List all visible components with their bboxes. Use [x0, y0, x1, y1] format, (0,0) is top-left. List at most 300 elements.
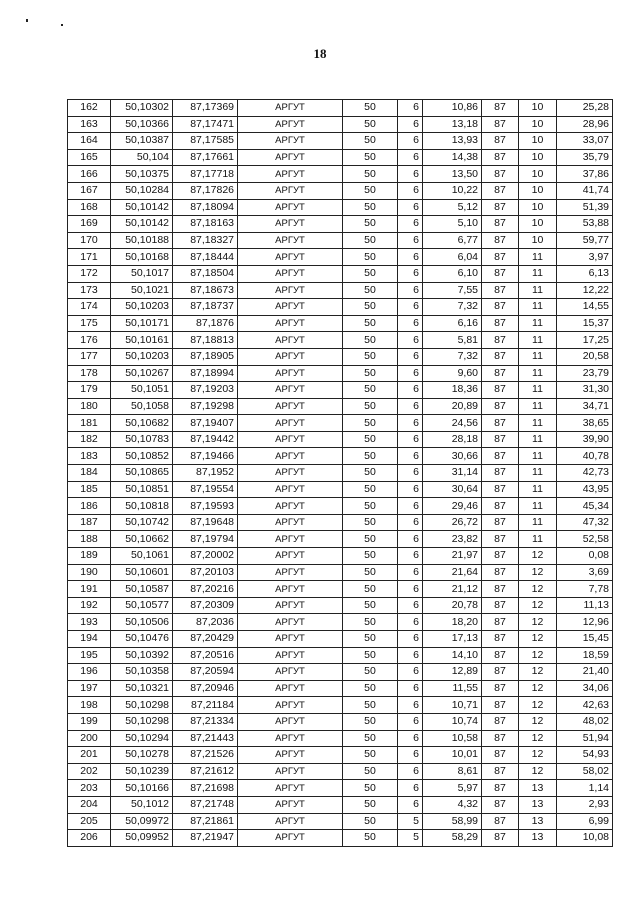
latitude-cell: 50,10818	[111, 498, 173, 515]
lon-degrees-cell: 87	[482, 697, 519, 714]
lon-minutes-cell: 11	[519, 531, 557, 548]
lat-degrees-cell: 50	[343, 564, 398, 581]
lat-seconds-cell: 26,72	[423, 514, 482, 531]
table-row	[68, 713, 613, 730]
lon-seconds-cell: 59,77	[557, 232, 613, 249]
lat-degrees-cell: 50	[343, 465, 398, 482]
name-cell: АРГУТ	[238, 182, 343, 199]
lon-seconds-cell: 12,22	[557, 282, 613, 299]
longitude-cell: 87,19203	[173, 382, 238, 399]
lon-seconds-cell: 41,74	[557, 182, 613, 199]
longitude-cell: 87,21184	[173, 697, 238, 714]
lon-seconds-cell: 40,78	[557, 448, 613, 465]
name-cell: АРГУТ	[238, 398, 343, 415]
table-row	[68, 796, 613, 813]
lon-minutes-cell: 12	[519, 680, 557, 697]
name-cell: АРГУТ	[238, 531, 343, 548]
lat-seconds-cell: 14,38	[423, 149, 482, 166]
name-cell: АРГУТ	[238, 581, 343, 598]
lat-degrees-cell: 50	[343, 747, 398, 764]
lat-minutes-cell: 6	[398, 631, 423, 648]
latitude-cell: 50,10239	[111, 763, 173, 780]
lon-minutes-cell: 11	[519, 448, 557, 465]
lon-minutes-cell: 10	[519, 216, 557, 233]
table-row	[68, 382, 613, 399]
lon-degrees-cell: 87	[482, 548, 519, 565]
lat-seconds-cell: 8,61	[423, 763, 482, 780]
lon-seconds-cell: 58,02	[557, 763, 613, 780]
lon-seconds-cell: 52,58	[557, 531, 613, 548]
table-row	[68, 664, 613, 681]
lon-degrees-cell: 87	[482, 647, 519, 664]
lat-minutes-cell: 6	[398, 697, 423, 714]
row-number-cell: 194	[68, 631, 111, 648]
lat-degrees-cell: 50	[343, 830, 398, 847]
lon-seconds-cell: 39,90	[557, 431, 613, 448]
lat-degrees-cell: 50	[343, 531, 398, 548]
table-row	[68, 465, 613, 482]
name-cell: АРГУТ	[238, 100, 343, 117]
lat-minutes-cell: 6	[398, 564, 423, 581]
name-cell: АРГУТ	[238, 697, 343, 714]
lon-minutes-cell: 13	[519, 813, 557, 830]
latitude-cell: 50,10267	[111, 365, 173, 382]
lon-seconds-cell: 11,13	[557, 597, 613, 614]
lat-minutes-cell: 6	[398, 647, 423, 664]
name-cell: АРГУТ	[238, 232, 343, 249]
longitude-cell: 87,20946	[173, 680, 238, 697]
lat-minutes-cell: 6	[398, 481, 423, 498]
lon-seconds-cell: 6,99	[557, 813, 613, 830]
lat-degrees-cell: 50	[343, 282, 398, 299]
name-cell: АРГУТ	[238, 265, 343, 282]
table-row	[68, 481, 613, 498]
row-number-cell: 196	[68, 664, 111, 681]
lon-minutes-cell: 11	[519, 348, 557, 365]
lon-degrees-cell: 87	[482, 133, 519, 150]
name-cell: АРГУТ	[238, 830, 343, 847]
lon-degrees-cell: 87	[482, 830, 519, 847]
row-number-cell: 166	[68, 166, 111, 183]
longitude-cell: 87,21612	[173, 763, 238, 780]
lon-minutes-cell: 11	[519, 315, 557, 332]
lat-degrees-cell: 50	[343, 647, 398, 664]
lat-minutes-cell: 6	[398, 216, 423, 233]
name-cell: АРГУТ	[238, 631, 343, 648]
lat-minutes-cell: 6	[398, 465, 423, 482]
lat-seconds-cell: 21,12	[423, 581, 482, 598]
longitude-cell: 87,18673	[173, 282, 238, 299]
latitude-cell: 50,09972	[111, 813, 173, 830]
longitude-cell: 87,19298	[173, 398, 238, 415]
name-cell: АРГУТ	[238, 713, 343, 730]
table-row	[68, 116, 613, 133]
lon-minutes-cell: 11	[519, 382, 557, 399]
lat-degrees-cell: 50	[343, 680, 398, 697]
lat-seconds-cell: 10,01	[423, 747, 482, 764]
lat-degrees-cell: 50	[343, 614, 398, 631]
lat-minutes-cell: 6	[398, 365, 423, 382]
latitude-cell: 50,1017	[111, 265, 173, 282]
latitude-cell: 50,10298	[111, 697, 173, 714]
table-row	[68, 216, 613, 233]
lat-minutes-cell: 6	[398, 398, 423, 415]
lon-degrees-cell: 87	[482, 348, 519, 365]
name-cell: АРГУТ	[238, 282, 343, 299]
lon-minutes-cell: 12	[519, 548, 557, 565]
lon-minutes-cell: 11	[519, 498, 557, 515]
table-row	[68, 398, 613, 415]
lon-degrees-cell: 87	[482, 680, 519, 697]
table-row	[68, 548, 613, 565]
row-number-cell: 185	[68, 481, 111, 498]
longitude-cell: 87,21698	[173, 780, 238, 797]
longitude-cell: 87,21748	[173, 796, 238, 813]
name-cell: АРГУТ	[238, 149, 343, 166]
longitude-cell: 87,17826	[173, 182, 238, 199]
lat-seconds-cell: 21,64	[423, 564, 482, 581]
lat-minutes-cell: 6	[398, 182, 423, 199]
table-row	[68, 100, 613, 117]
longitude-cell: 87,20516	[173, 647, 238, 664]
table-row	[68, 680, 613, 697]
lat-seconds-cell: 9,60	[423, 365, 482, 382]
lat-seconds-cell: 11,55	[423, 680, 482, 697]
row-number-cell: 200	[68, 730, 111, 747]
latitude-cell: 50,10387	[111, 133, 173, 150]
lat-degrees-cell: 50	[343, 348, 398, 365]
lat-seconds-cell: 6,10	[423, 265, 482, 282]
lon-degrees-cell: 87	[482, 149, 519, 166]
lon-degrees-cell: 87	[482, 216, 519, 233]
table-row	[68, 282, 613, 299]
row-number-cell: 189	[68, 548, 111, 565]
lat-seconds-cell: 20,89	[423, 398, 482, 415]
lon-seconds-cell: 35,79	[557, 149, 613, 166]
lon-minutes-cell: 10	[519, 232, 557, 249]
lon-minutes-cell: 13	[519, 780, 557, 797]
name-cell: АРГУТ	[238, 465, 343, 482]
lat-seconds-cell: 6,16	[423, 315, 482, 332]
table-row	[68, 514, 613, 531]
latitude-cell: 50,10171	[111, 315, 173, 332]
lat-degrees-cell: 50	[343, 299, 398, 316]
page-number: 18	[313, 46, 327, 61]
lon-seconds-cell: 2,93	[557, 796, 613, 813]
row-number-cell: 172	[68, 265, 111, 282]
lat-seconds-cell: 29,46	[423, 498, 482, 515]
lat-degrees-cell: 50	[343, 597, 398, 614]
longitude-cell: 87,20216	[173, 581, 238, 598]
name-cell: АРГУТ	[238, 199, 343, 216]
lat-seconds-cell: 58,29	[423, 830, 482, 847]
row-number-cell: 184	[68, 465, 111, 482]
lon-degrees-cell: 87	[482, 382, 519, 399]
lon-minutes-cell: 11	[519, 332, 557, 349]
lat-degrees-cell: 50	[343, 232, 398, 249]
row-number-cell: 182	[68, 431, 111, 448]
longitude-cell: 87,19794	[173, 531, 238, 548]
longitude-cell: 87,17585	[173, 133, 238, 150]
lat-seconds-cell: 20,78	[423, 597, 482, 614]
row-number-cell: 181	[68, 415, 111, 432]
table-row	[68, 133, 613, 150]
name-cell: АРГУТ	[238, 448, 343, 465]
lon-minutes-cell: 12	[519, 697, 557, 714]
lon-seconds-cell: 48,02	[557, 713, 613, 730]
lat-seconds-cell: 28,18	[423, 431, 482, 448]
lon-minutes-cell: 13	[519, 796, 557, 813]
lon-seconds-cell: 47,32	[557, 514, 613, 531]
row-number-cell: 190	[68, 564, 111, 581]
table-row	[68, 830, 613, 847]
row-number-cell: 170	[68, 232, 111, 249]
lat-degrees-cell: 50	[343, 382, 398, 399]
scan-speck	[61, 24, 63, 26]
longitude-cell: 87,18994	[173, 365, 238, 382]
lon-degrees-cell: 87	[482, 465, 519, 482]
lat-degrees-cell: 50	[343, 199, 398, 216]
lat-degrees-cell: 50	[343, 182, 398, 199]
latitude-cell: 50,10392	[111, 647, 173, 664]
lon-seconds-cell: 42,73	[557, 465, 613, 482]
lon-seconds-cell: 54,93	[557, 747, 613, 764]
row-number-cell: 171	[68, 249, 111, 266]
lon-seconds-cell: 6,13	[557, 265, 613, 282]
lat-minutes-cell: 6	[398, 730, 423, 747]
longitude-cell: 87,21947	[173, 830, 238, 847]
lon-degrees-cell: 87	[482, 581, 519, 598]
table-row	[68, 631, 613, 648]
lat-degrees-cell: 50	[343, 133, 398, 150]
lat-seconds-cell: 12,89	[423, 664, 482, 681]
lon-minutes-cell: 11	[519, 415, 557, 432]
lon-minutes-cell: 12	[519, 747, 557, 764]
latitude-cell: 50,10298	[111, 713, 173, 730]
lat-degrees-cell: 50	[343, 216, 398, 233]
lat-degrees-cell: 50	[343, 448, 398, 465]
latitude-cell: 50,10161	[111, 332, 173, 349]
latitude-cell: 50,10366	[111, 116, 173, 133]
longitude-cell: 87,18504	[173, 265, 238, 282]
lat-minutes-cell: 6	[398, 581, 423, 598]
lat-minutes-cell: 6	[398, 166, 423, 183]
name-cell: АРГУТ	[238, 116, 343, 133]
lat-seconds-cell: 21,97	[423, 548, 482, 565]
lat-minutes-cell: 6	[398, 747, 423, 764]
latitude-cell: 50,10278	[111, 747, 173, 764]
table-row	[68, 431, 613, 448]
lon-minutes-cell: 11	[519, 431, 557, 448]
lon-minutes-cell: 10	[519, 199, 557, 216]
longitude-cell: 87,2036	[173, 614, 238, 631]
table-row	[68, 149, 613, 166]
lon-degrees-cell: 87	[482, 564, 519, 581]
lon-degrees-cell: 87	[482, 531, 519, 548]
name-cell: АРГУТ	[238, 780, 343, 797]
lon-seconds-cell: 38,65	[557, 415, 613, 432]
lon-degrees-cell: 87	[482, 415, 519, 432]
lat-minutes-cell: 6	[398, 232, 423, 249]
latitude-cell: 50,10188	[111, 232, 173, 249]
lon-seconds-cell: 43,95	[557, 481, 613, 498]
lat-seconds-cell: 7,32	[423, 348, 482, 365]
latitude-cell: 50,10166	[111, 780, 173, 797]
row-number-cell: 199	[68, 713, 111, 730]
lat-minutes-cell: 6	[398, 548, 423, 565]
lat-minutes-cell: 6	[398, 664, 423, 681]
name-cell: АРГУТ	[238, 133, 343, 150]
row-number-cell: 201	[68, 747, 111, 764]
lon-degrees-cell: 87	[482, 448, 519, 465]
lat-degrees-cell: 50	[343, 813, 398, 830]
name-cell: АРГУТ	[238, 564, 343, 581]
table-row	[68, 813, 613, 830]
lat-seconds-cell: 4,32	[423, 796, 482, 813]
lat-degrees-cell: 50	[343, 332, 398, 349]
table-row	[68, 232, 613, 249]
lat-seconds-cell: 6,77	[423, 232, 482, 249]
lon-seconds-cell: 18,59	[557, 647, 613, 664]
row-number-cell: 198	[68, 697, 111, 714]
longitude-cell: 87,17471	[173, 116, 238, 133]
lon-minutes-cell: 13	[519, 830, 557, 847]
lon-seconds-cell: 45,34	[557, 498, 613, 515]
latitude-cell: 50,10476	[111, 631, 173, 648]
longitude-cell: 87,21334	[173, 713, 238, 730]
lon-seconds-cell: 53,88	[557, 216, 613, 233]
row-number-cell: 173	[68, 282, 111, 299]
lat-degrees-cell: 50	[343, 398, 398, 415]
row-number-cell: 195	[68, 647, 111, 664]
lat-seconds-cell: 10,71	[423, 697, 482, 714]
table-row	[68, 780, 613, 797]
table-row	[68, 166, 613, 183]
lat-degrees-cell: 50	[343, 514, 398, 531]
lon-seconds-cell: 51,39	[557, 199, 613, 216]
latitude-cell: 50,10865	[111, 465, 173, 482]
longitude-cell: 87,19593	[173, 498, 238, 515]
latitude-cell: 50,10203	[111, 348, 173, 365]
lat-degrees-cell: 50	[343, 581, 398, 598]
latitude-cell: 50,10662	[111, 531, 173, 548]
longitude-cell: 87,17661	[173, 149, 238, 166]
table-row	[68, 448, 613, 465]
lon-minutes-cell: 12	[519, 763, 557, 780]
lon-seconds-cell: 37,86	[557, 166, 613, 183]
lon-seconds-cell: 15,45	[557, 631, 613, 648]
lat-minutes-cell: 6	[398, 498, 423, 515]
row-number-cell: 163	[68, 116, 111, 133]
table-row	[68, 265, 613, 282]
name-cell: АРГУТ	[238, 498, 343, 515]
table-row	[68, 315, 613, 332]
lon-degrees-cell: 87	[482, 631, 519, 648]
lon-seconds-cell: 1,14	[557, 780, 613, 797]
lat-degrees-cell: 50	[343, 149, 398, 166]
lat-degrees-cell: 50	[343, 100, 398, 117]
lat-minutes-cell: 6	[398, 100, 423, 117]
row-number-cell: 164	[68, 133, 111, 150]
lon-minutes-cell: 12	[519, 631, 557, 648]
row-number-cell: 186	[68, 498, 111, 515]
latitude-cell: 50,1012	[111, 796, 173, 813]
longitude-cell: 87,19466	[173, 448, 238, 465]
lat-degrees-cell: 50	[343, 431, 398, 448]
scan-speck	[26, 19, 28, 22]
lat-minutes-cell: 6	[398, 348, 423, 365]
latitude-cell: 50,10284	[111, 182, 173, 199]
latitude-cell: 50,1051	[111, 382, 173, 399]
lat-seconds-cell: 23,82	[423, 531, 482, 548]
longitude-cell: 87,21443	[173, 730, 238, 747]
lon-degrees-cell: 87	[482, 332, 519, 349]
table-row	[68, 182, 613, 199]
lon-minutes-cell: 12	[519, 581, 557, 598]
lon-minutes-cell: 10	[519, 149, 557, 166]
row-number-cell: 175	[68, 315, 111, 332]
latitude-cell: 50,1021	[111, 282, 173, 299]
latitude-cell: 50,10294	[111, 730, 173, 747]
lon-minutes-cell: 11	[519, 265, 557, 282]
longitude-cell: 87,20002	[173, 548, 238, 565]
name-cell: АРГУТ	[238, 415, 343, 432]
longitude-cell: 87,20309	[173, 597, 238, 614]
lon-degrees-cell: 87	[482, 116, 519, 133]
latitude-cell: 50,10321	[111, 680, 173, 697]
longitude-cell: 87,18327	[173, 232, 238, 249]
lon-minutes-cell: 10	[519, 182, 557, 199]
row-number-cell: 162	[68, 100, 111, 117]
lat-seconds-cell: 7,55	[423, 282, 482, 299]
lat-seconds-cell: 5,10	[423, 216, 482, 233]
lon-seconds-cell: 28,96	[557, 116, 613, 133]
lon-minutes-cell: 11	[519, 514, 557, 531]
longitude-cell: 87,20594	[173, 664, 238, 681]
lat-minutes-cell: 6	[398, 199, 423, 216]
lat-minutes-cell: 6	[398, 265, 423, 282]
lat-minutes-cell: 6	[398, 531, 423, 548]
name-cell: АРГУТ	[238, 680, 343, 697]
lat-minutes-cell: 5	[398, 830, 423, 847]
name-cell: АРГУТ	[238, 348, 343, 365]
row-number-cell: 177	[68, 348, 111, 365]
lon-degrees-cell: 87	[482, 481, 519, 498]
table-row	[68, 697, 613, 714]
coordinates-table	[67, 99, 613, 847]
name-cell: АРГУТ	[238, 299, 343, 316]
lon-seconds-cell: 20,58	[557, 348, 613, 365]
lat-degrees-cell: 50	[343, 249, 398, 266]
table-row	[68, 614, 613, 631]
latitude-cell: 50,10142	[111, 199, 173, 216]
lon-degrees-cell: 87	[482, 713, 519, 730]
longitude-cell: 87,1876	[173, 315, 238, 332]
latitude-cell: 50,10168	[111, 249, 173, 266]
name-cell: АРГУТ	[238, 763, 343, 780]
latitude-cell: 50,10375	[111, 166, 173, 183]
lat-seconds-cell: 30,64	[423, 481, 482, 498]
row-number-cell: 191	[68, 581, 111, 598]
lat-degrees-cell: 50	[343, 315, 398, 332]
lon-degrees-cell: 87	[482, 299, 519, 316]
lon-degrees-cell: 87	[482, 431, 519, 448]
lon-seconds-cell: 3,97	[557, 249, 613, 266]
lon-minutes-cell: 11	[519, 249, 557, 266]
lon-seconds-cell: 14,55	[557, 299, 613, 316]
name-cell: АРГУТ	[238, 514, 343, 531]
latitude-cell: 50,10852	[111, 448, 173, 465]
